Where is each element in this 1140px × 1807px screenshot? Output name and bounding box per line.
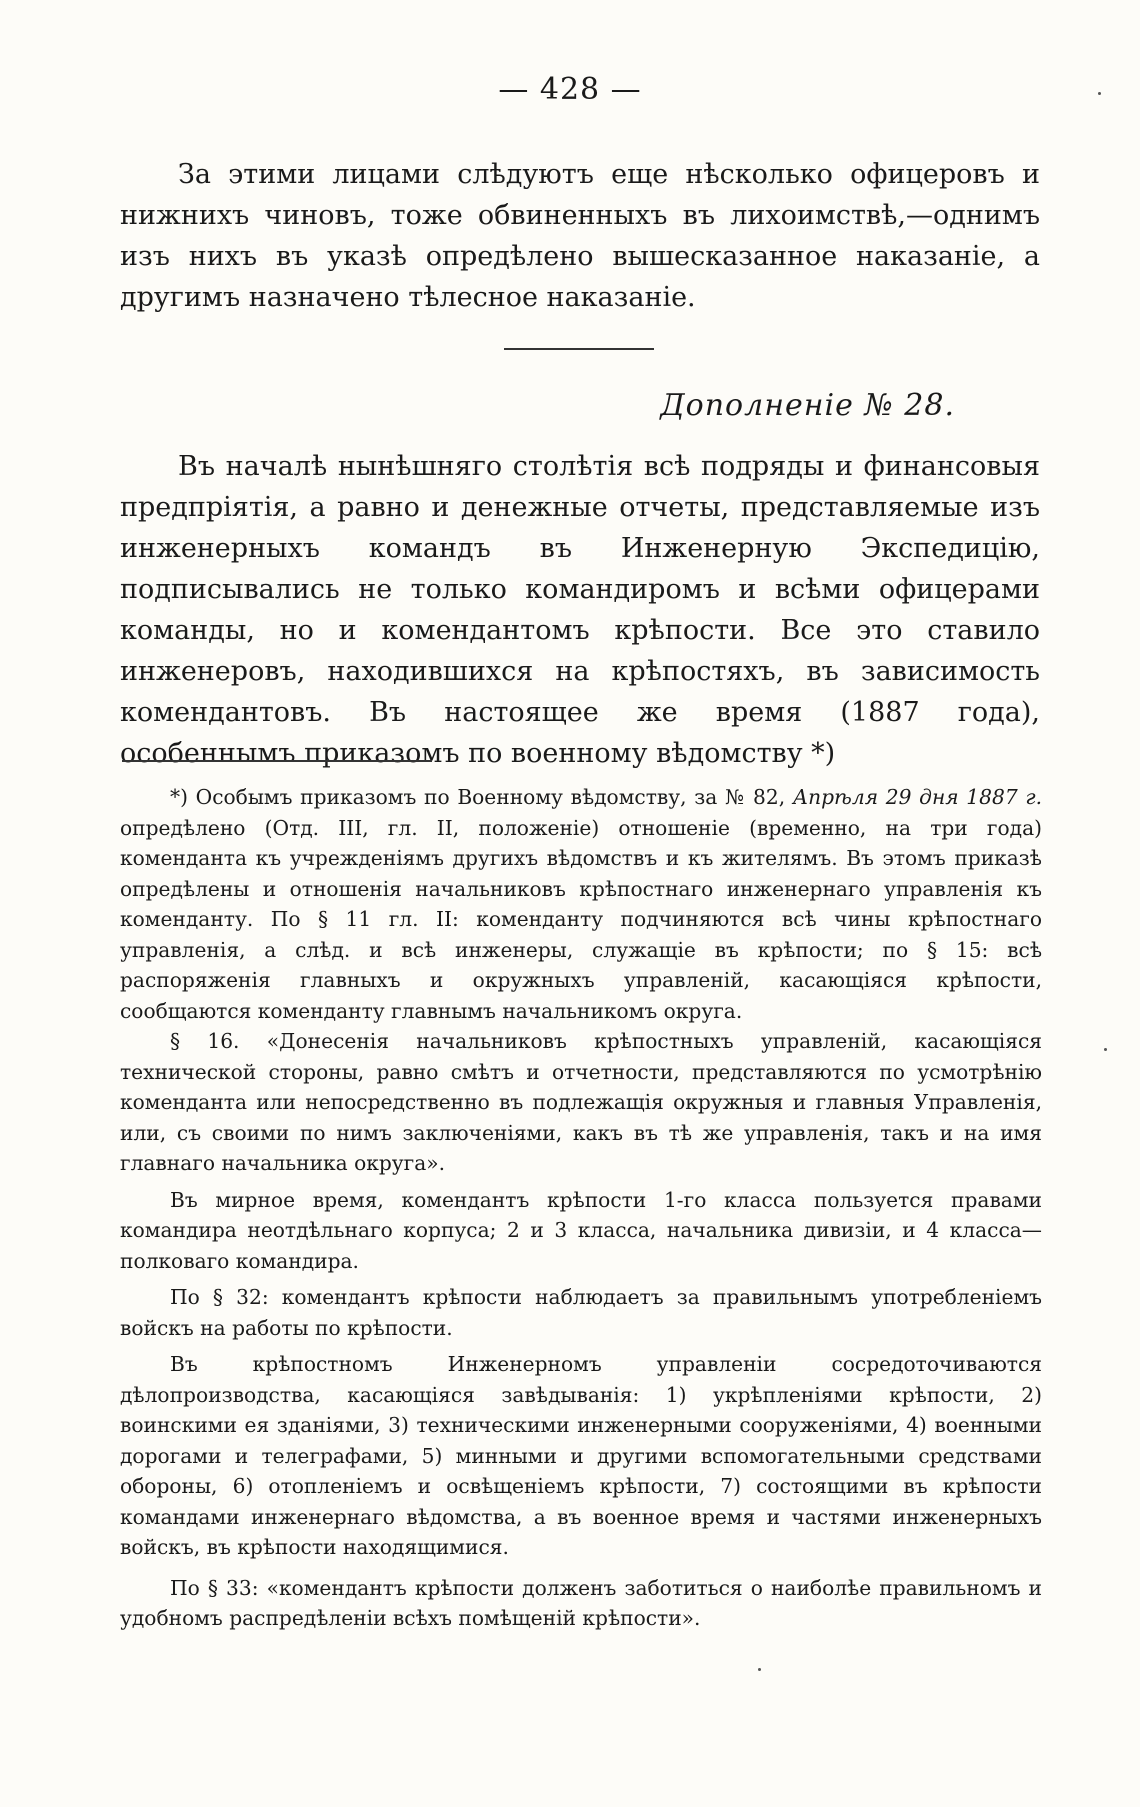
footnote-1-rest: опредѣлено (Отд. III, гл. II, положеніе) отношеніе (временно, на три года) коменданта къ учрежденіямъ другихъ вѣдомствъ и къ жителямъ. Въ этомъ приказѣ опредѣлены и отношенія начальниковъ крѣпостнаго инженернаго управленія къ коменданту. По § 11 гл. II: коменданту подчиняются всѣ чины крѣпостнаго управленія, а слѣд. и всѣ инженеры, служащіе въ крѣпости; по § 15: всѣ распоряженія главныхъ и окружныхъ управленій, касающіяся крѣпости, сообщаются коменданту главнымъ начальникомъ округа. [120, 815, 1042, 1023]
paragraph-1 [120, 154, 1040, 318]
paragraph-2-text: Въ началѣ нынѣшняго столѣтія всѣ подряды и финансовыя предпріятія, а равно и денежные отчеты, представляемые изъ инженерныхъ командъ въ Инженерную Экспедицію, подписывались не только командиромъ и всѣми офицерами команды, но и комендантомъ крѣпости. Все это ставило инженеровъ, находившихся на крѣпостяхъ, въ зависимость комендантовъ. Въ настоящее же время (1887 года), особеннымъ приказомъ по военному вѣдомству *) [120, 451, 1040, 769]
footnote-1-date: Апрѣля 29 дня 1887 г. [792, 785, 1042, 809]
scan-speck [758, 1668, 761, 1671]
footnote-2: § 16. «Донесенія начальниковъ крѣпостныхъ управленій, касающіяся технической стороны, равно смѣтъ и отчетности, представляются по усмотрѣнію коменданта или непосредственно въ подлежащія окружныя и главныя Управленія, или, съ своими по нимъ заключеніями, какъ въ тѣ же управленія, такъ и на имя главнаго начальника округа». [120, 1029, 1042, 1175]
page-number: — 428 — [498, 72, 642, 107]
footnote-divider [122, 760, 432, 762]
paragraph-1-text: За этими лицами слѣдуютъ еще нѣсколько офицеровъ и нижнихъ чиновъ, тоже обвиненныхъ въ лихоимствѣ,—однимъ изъ нихъ въ указѣ опредѣлено вышесказанное наказаніе, а другимъ назначено тѣлесное наказаніе. [120, 159, 1040, 313]
supplement-heading: Дополненіе № 28. [660, 388, 955, 423]
footnote-1-start: *) Особымъ приказомъ по Военному вѣдомству, за № 82, [170, 785, 793, 809]
footnote-5: Въ крѣпостномъ Инженерномъ управленіи сосредоточиваются дѣлопроизводства, касающіяся завѣдыванія: 1) укрѣпленіями крѣпости, 2) воинскими ея зданіями, 3) техническими инженерными сооруженіями, 4) военными дорогами и телеграфами, 5) минными и другими вспомогательными средствами обороны, 6) отопленіемъ и освѣщеніемъ крѣпости, 7) состоящими въ крѣпости командами инженернаго вѣдомства, а въ военное время и частями инженерныхъ войскъ, въ крѣпости находящимися. [120, 1352, 1042, 1559]
footnotes [120, 782, 1042, 1634]
footnote-3: Въ мирное время, комендантъ крѣпости 1-го класса пользуется правами командира неотдѣльнаго корпуса; 2 и 3 класса, начальника дивизіи, и 4 класса—полковаго командира. [120, 1187, 1042, 1273]
scan-speck [1098, 92, 1101, 95]
paragraph-2 [120, 446, 1040, 774]
scan-speck [1104, 1048, 1107, 1051]
footnote-1 [120, 782, 1042, 1026]
footnote-6: По § 33: «комендантъ крѣпости долженъ заботиться о наиболѣе правильномъ и удобномъ распредѣленіи всѣхъ помѣщеній крѣпости». [120, 1575, 1042, 1630]
section-divider [504, 348, 654, 350]
footnote-4: По § 32: комендантъ крѣпости наблюдаетъ за правильнымъ употребленіемъ войскъ на работы по крѣпости. [120, 1285, 1042, 1340]
